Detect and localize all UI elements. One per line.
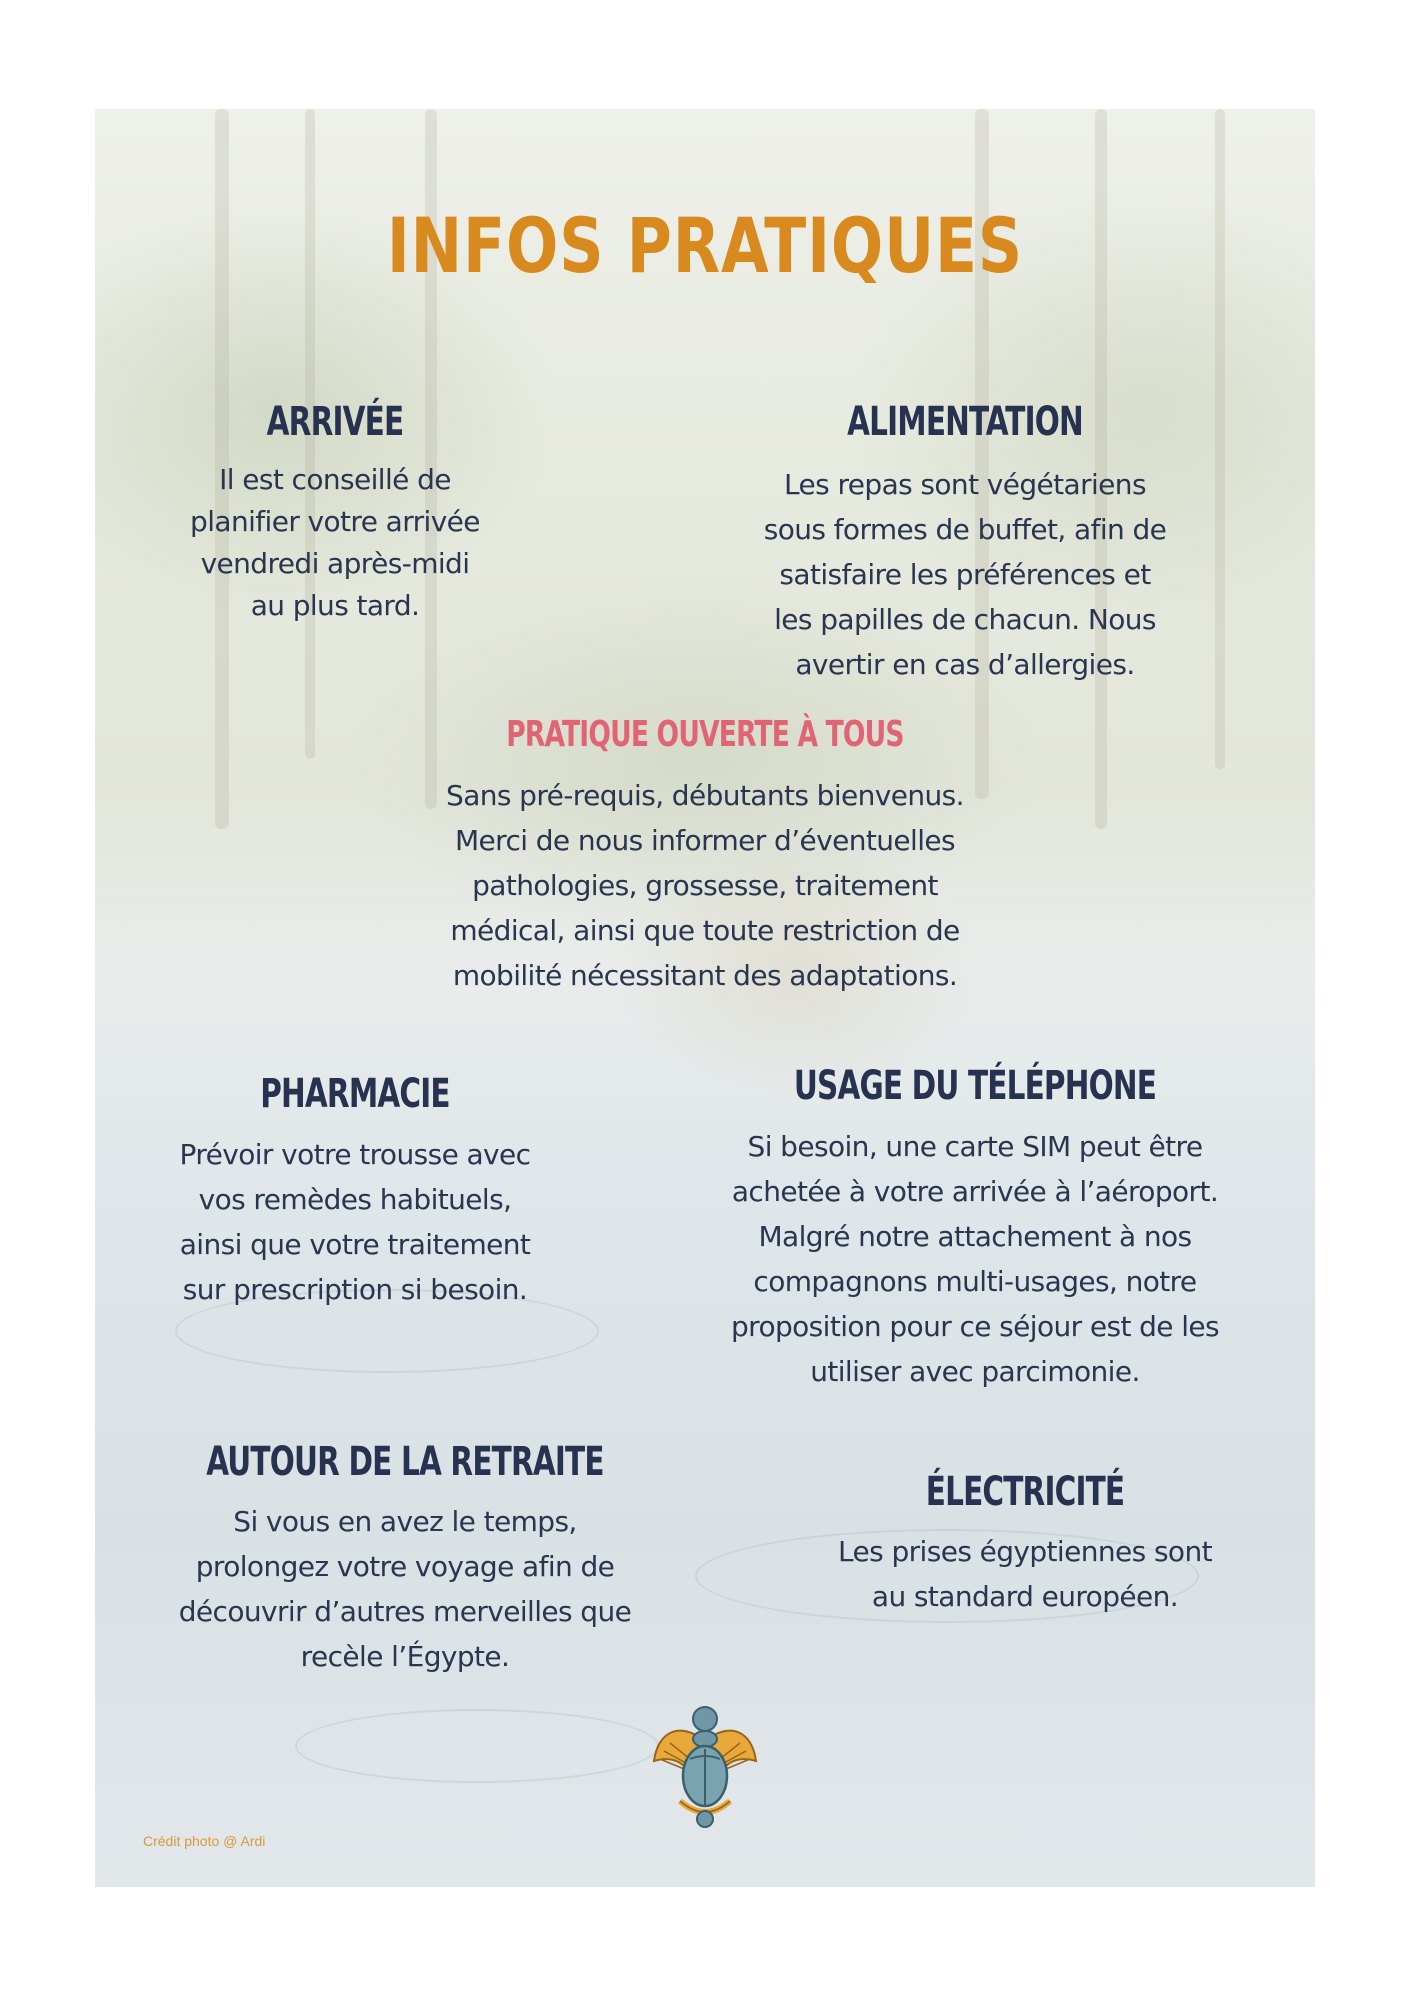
text-line: vos remèdes habituels, [198,1183,512,1216]
text-line: planifier votre arrivée [190,505,480,538]
text-line: pathologies, grossesse, traitement [472,869,938,902]
text-line: compagnons multi-usages, notre [753,1265,1197,1298]
section-body-pharmacie [115,1132,595,1312]
text-line: ainsi que votre traitement [179,1228,531,1261]
text-line: découvrir d’autres merveilles que [178,1595,632,1628]
text-line: recèle l’Égypte. [300,1640,510,1673]
text-line: prolongez votre voyage afin de [195,1550,615,1583]
text-line: Il est conseillé de [219,463,451,496]
text-line: Les prises égyptiennes sont [838,1535,1212,1568]
section-title-retraite: AUTOUR DE LA RETRAITE [206,1439,604,1485]
text-line: mobilité nécessitant des adaptations. [452,959,958,992]
text-line: avertir en cas d’allergies. [795,648,1135,681]
section-body-pratique [345,773,1065,998]
section-title-pratique: PRATIQUE OUVERTE À TOUS [506,714,904,755]
text-line: Merci de nous informer d’éventuelles [455,824,955,857]
text-line: les papilles de chacun. Nous [774,603,1156,636]
section-title-arrivee: ARRIVÉE [266,399,404,445]
text-line: Les repas sont végétariens [784,468,1146,501]
text-line: médical, ainsi que toute restriction de [450,914,960,947]
text-line: au standard européen. [871,1580,1179,1613]
water-ripple-decoration [295,1709,659,1783]
text-line: Malgré notre attachement à nos [758,1220,1192,1253]
text-line: utiliser avec parcimonie. [810,1355,1140,1388]
text-line: Prévoir votre trousse avec [179,1138,531,1171]
section-body-alimentation [695,462,1235,687]
flyer-page [95,109,1315,1887]
section-title-electricite: ÉLECTRICITÉ [925,1469,1125,1515]
section-body-arrivee [135,459,535,627]
section-body-telephone [655,1124,1295,1394]
section-title-alimentation: ALIMENTATION [847,399,1083,445]
text-line: au plus tard. [250,589,420,622]
section-body-electricite [795,1529,1255,1619]
text-line: proposition pour ce séjour est de les [730,1310,1220,1343]
text-line: sur prescription si besoin. [182,1273,528,1306]
page-title: INFOS PRATIQUES [386,201,1024,290]
text-line: achetée à votre arrivée à l’aéroport. [731,1175,1219,1208]
scarab-icon [650,1701,760,1831]
text-line: satisfaire les préférences et [779,558,1151,591]
photo-credit: Crédit photo @ Ardi [143,1833,266,1849]
section-body-retraite [105,1499,705,1679]
text-line: Si vous en avez le temps, [233,1505,577,1538]
section-title-pharmacie: PHARMACIE [260,1071,450,1117]
text-line: vendredi après-midi [200,547,470,580]
text-line: Si besoin, une carte SIM peut être [747,1130,1203,1163]
section-title-telephone: USAGE DU TÉLÉPHONE [793,1063,1157,1109]
text-line: sous formes de buffet, afin de [763,513,1167,546]
text-line: Sans pré-requis, débutants bienvenus. [446,779,964,812]
